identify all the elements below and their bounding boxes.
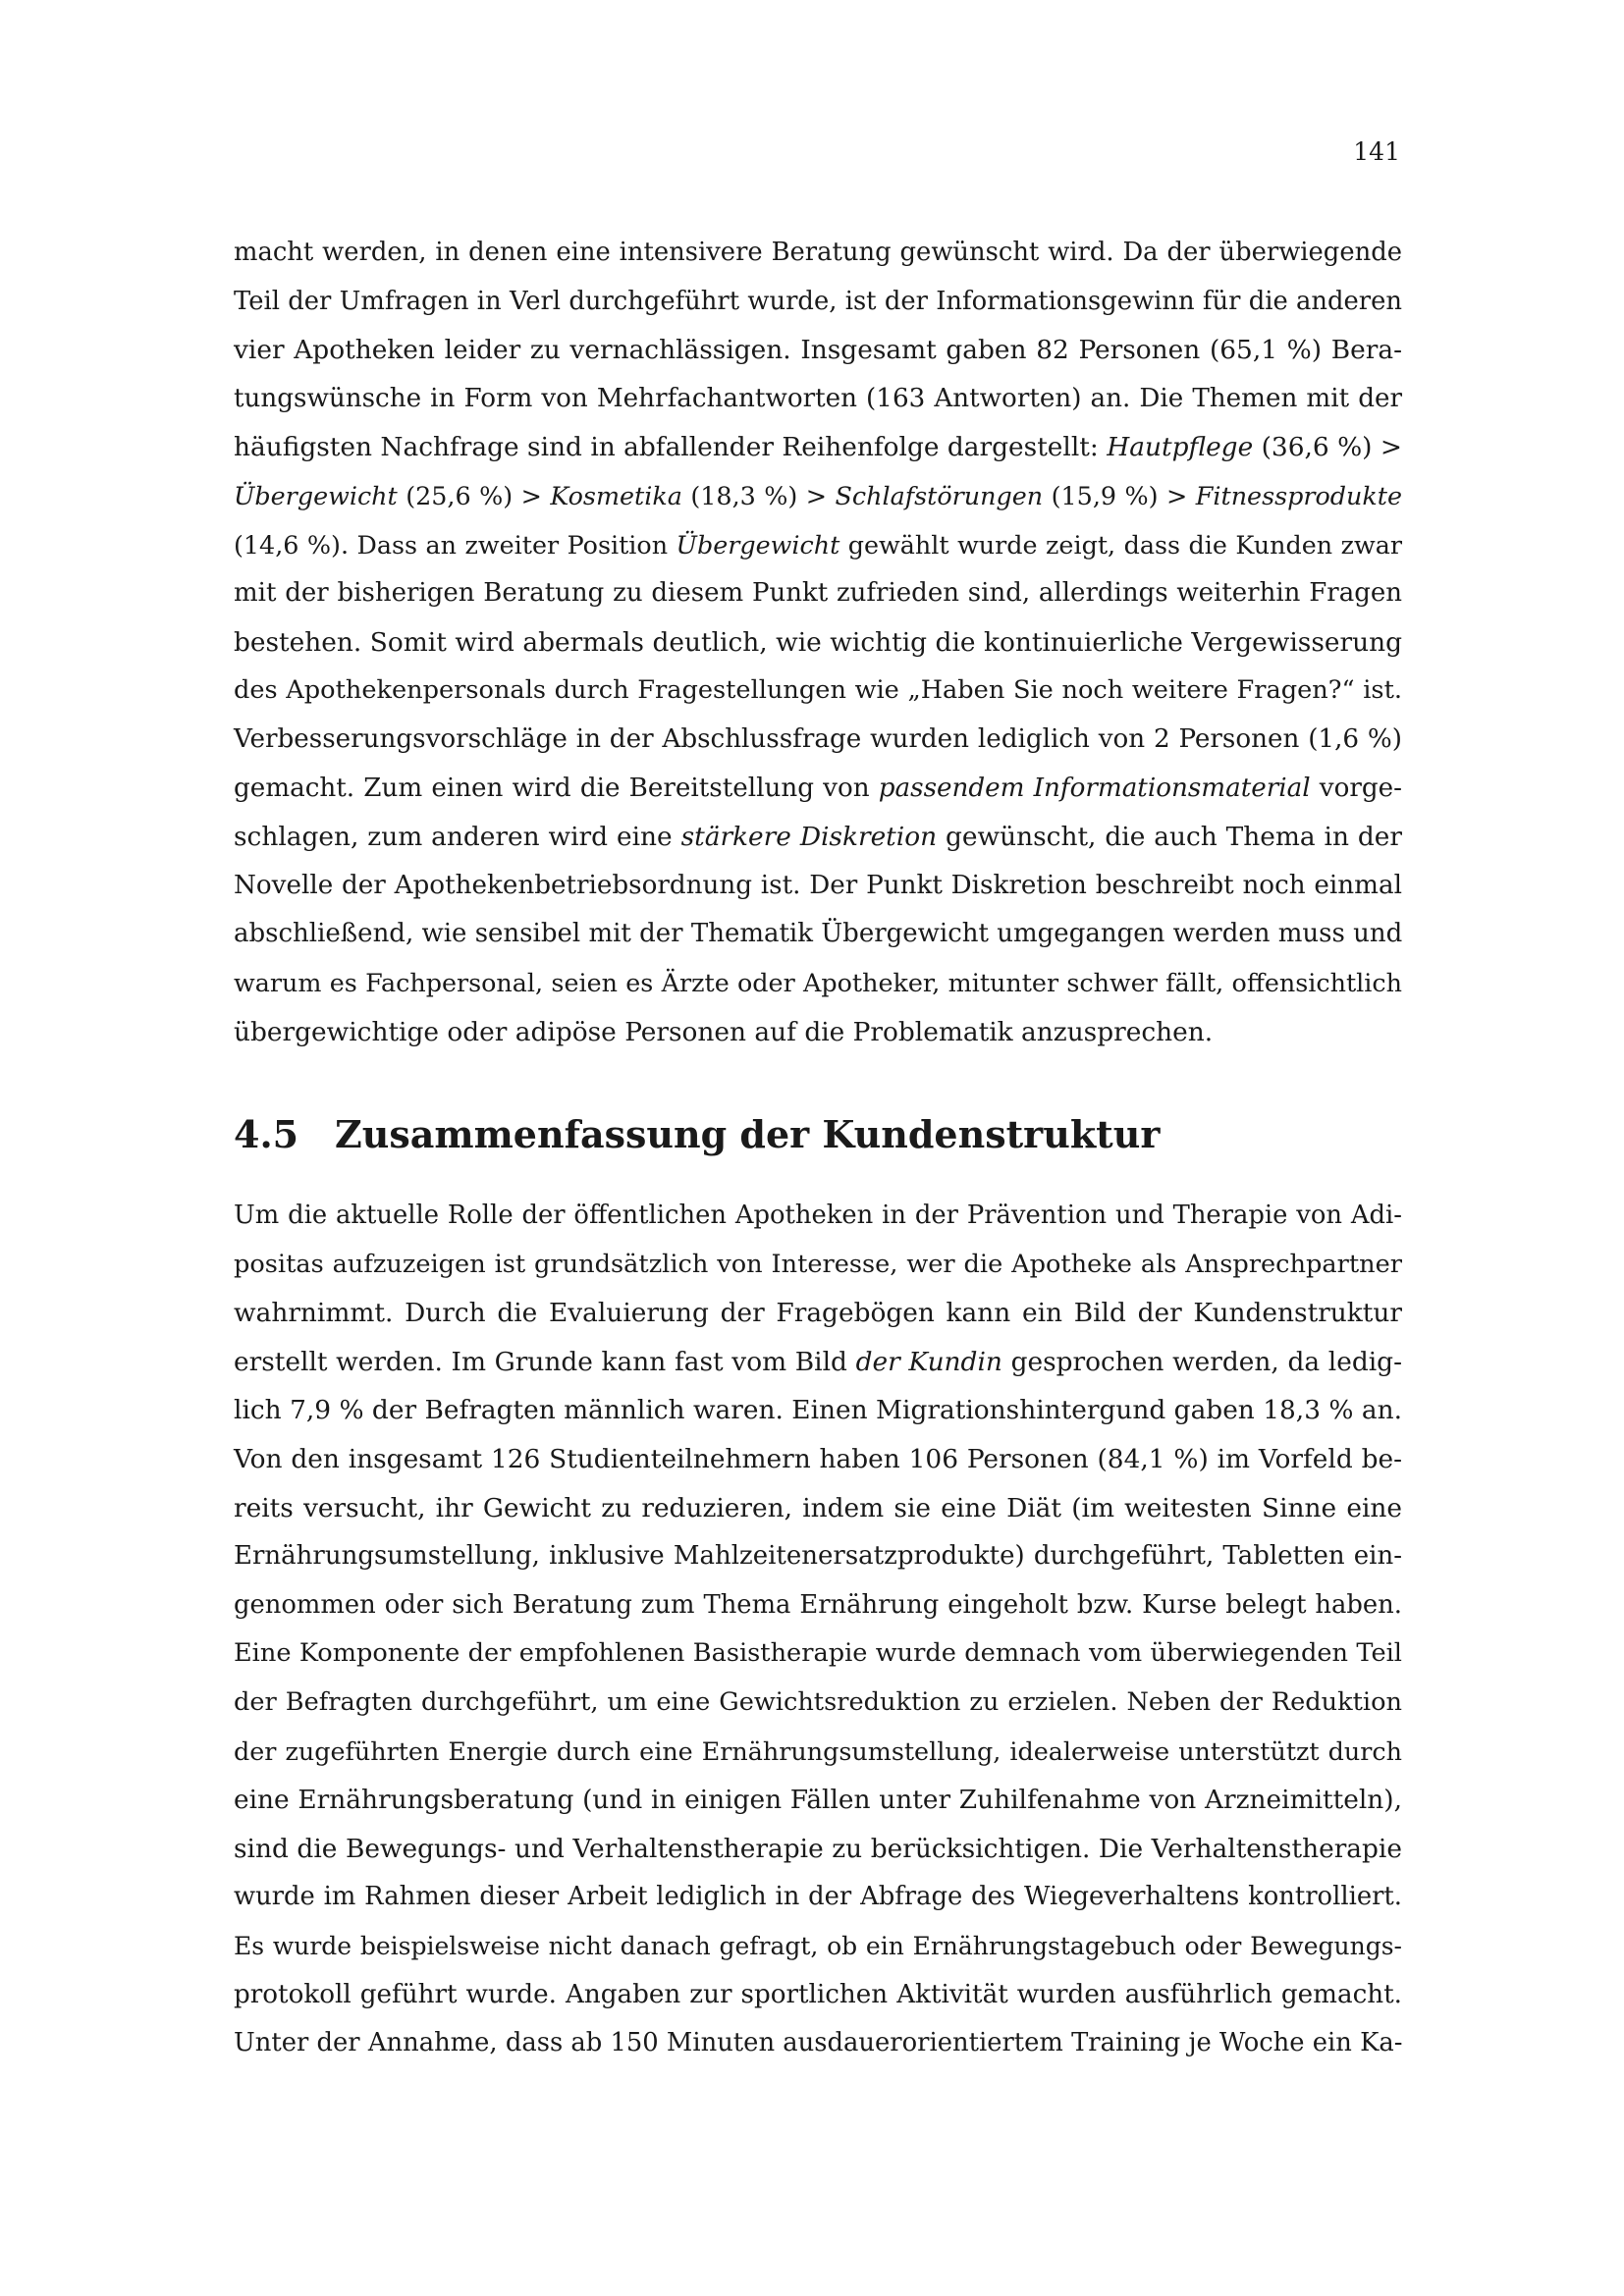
- italic-text: Fitnessprodukte: [1195, 480, 1403, 510]
- text-run: schlagen, zum anderen wird eine: [234, 822, 681, 853]
- italic-text: Kosmetika: [550, 480, 682, 510]
- text-run: mit der bisherigen Beratung zu diesem Punkt zufrieden sind, allerdings weiterhin Fragen: [234, 578, 1402, 609]
- section-title: Zusammenfassung der Kundenstruktur: [335, 1112, 1161, 1156]
- text-run: sind die Bewegungs- und Verhaltenstherapie zu berücksichtigen. Die Verhaltenstherapie: [234, 1833, 1402, 1864]
- text-line: [234, 1873, 1402, 1922]
- text-line: [234, 1192, 1402, 1241]
- text-run: Verbesserungsvorschläge in der Abschlussfrage wurden lediglich von 2 Personen (1,6 %): [234, 723, 1402, 754]
- text-run: Von den insgesamt 126 Studienteilnehmern haben 106 Personen (84,1 %) im Vorfeld be-: [234, 1443, 1402, 1474]
- text-line: [234, 1971, 1402, 2020]
- page-number: 141: [1353, 137, 1400, 166]
- text-line: [234, 1008, 1402, 1057]
- text-line: [234, 326, 1402, 375]
- text-run: Novelle der Apothekenbetriebsordnung ist. Der Punkt Diskretion beschreibt noch einmal: [234, 870, 1402, 900]
- italic-text: stärkere Diskretion: [680, 822, 938, 853]
- paragraph: [234, 229, 1402, 1056]
- text-run: übergewichtige oder adipöse Personen auf die Problematik anzusprechen.: [234, 1016, 1214, 1047]
- text-line: [234, 278, 1402, 327]
- text-line: [234, 1386, 1402, 1435]
- text-line: [234, 813, 1402, 862]
- text-run: Ernährungsumstellung, inklusive Mahlzeitenersatzprodukte) durchgeführt, Tabletten ein-: [234, 1541, 1402, 1572]
- text-run: des Apothekenpersonals durch Fragestellungen wie „Haben Sie noch weitere Fragen?“ ist.: [234, 675, 1402, 706]
- text-run: wurde im Rahmen dieser Arbeit lediglich in der Abfrage des Wiegeverhaltens kontrolliert.: [234, 1882, 1402, 1912]
- text-run: Eine Komponente der empfohlenen Basistherapie wurde demnach vom überwiegenden Teil: [234, 1638, 1402, 1669]
- text-line: [234, 375, 1402, 424]
- text-run: lich 7,9 % der Befragten männlich waren. Einen Migrationshintergund gaben 18,3 % an.: [234, 1395, 1402, 1426]
- text-run: abschließend, wie sensibel mit der Thematik Übergewicht umgegangen werden muss und: [234, 919, 1403, 949]
- text-line: [234, 959, 1402, 1008]
- text-run: Es wurde beispielsweise nicht danach gefragt, ob ein Ernährungstagebuch oder Bewegungs-: [234, 1931, 1402, 1960]
- text-run: genommen oder sich Beratung zum Thema Ernährung eingeholt bzw. Kurse belegt haben.: [234, 1589, 1402, 1620]
- text-line: [234, 1435, 1402, 1484]
- text-run: Unter der Annahme, dass ab 150 Minuten ausdauerorientiertem Training je Woche ein Ka-: [234, 2028, 1403, 2058]
- text-run: protokoll geführt wurde. Angaben zur sportlichen Aktivität wurden ausführlich gemacht.: [234, 1979, 1402, 2009]
- text-run: tungswünsche in Form von Mehrfachantworten (163 Antworten) an. Die Themen mit der: [234, 383, 1402, 413]
- text-line: [234, 521, 1402, 570]
- italic-text: Übergewicht: [676, 529, 840, 560]
- text-run: häufigsten Nachfrage sind in abfallender Reihenfolge dargestellt:: [234, 432, 1108, 463]
- text-run: der Befragten durchgeführt, um eine Gewichtsreduktion zu erzielen. Neben der Reduktion: [234, 1686, 1402, 1717]
- text-line: [234, 1825, 1402, 1874]
- text-run: reits versucht, ihr Gewicht zu reduzieren, indem sie eine Diät (im weitesten Sinne eine: [234, 1492, 1402, 1523]
- italic-text: der Kundin: [855, 1346, 1002, 1377]
- text-run: (36,6 %) >: [1253, 432, 1402, 463]
- text-line: [234, 472, 1402, 521]
- text-run: gewählt wurde zeigt, dass die Kunden zwar: [839, 529, 1402, 560]
- text-line: [234, 1728, 1402, 1777]
- text-line: [234, 765, 1402, 814]
- text-run: gewünscht, die auch Thema in der: [937, 822, 1402, 853]
- text-run: vier Apotheken leider zu vernachlässigen. Insgesamt gaben 82 Personen (65,1 %) Bera-: [234, 335, 1402, 366]
- text-run: der zugeführten Energie durch eine Ernährungsumstellung, idealerweise unterstützt durch: [234, 1735, 1402, 1766]
- text-line: [234, 716, 1402, 765]
- text-line: [234, 1776, 1402, 1825]
- text-run: vorge-: [1310, 773, 1403, 803]
- text-line: [234, 1289, 1402, 1338]
- text-line: [234, 2019, 1402, 2068]
- text-run: Teil der Umfragen in Verl durchgeführt wurde, ist der Informationsgewinn für die anderen: [234, 286, 1402, 316]
- italic-text: Schlafstörungen: [835, 480, 1044, 510]
- text-line: [234, 618, 1402, 667]
- text-line: [234, 1241, 1402, 1290]
- text-run: (25,6 %) >: [397, 480, 551, 510]
- section-number: 4.5: [234, 1112, 299, 1156]
- text-line: [234, 1679, 1402, 1728]
- text-run: gemacht. Zum einen wird die Bereitstellung von: [234, 773, 879, 803]
- italic-text: passendem Informationsmaterial: [878, 773, 1311, 803]
- text-run: warum es Fachpersonal, seien es Ärzte oder Apotheker, mitunter schwer fällt, offensichtlich: [234, 967, 1402, 997]
- text-line: [234, 229, 1402, 278]
- text-line: [234, 1338, 1402, 1387]
- italic-text: Übergewicht: [234, 480, 398, 510]
- text-line: [234, 569, 1402, 618]
- paragraph: [234, 1192, 1402, 2068]
- text-run: macht werden, in denen eine intensivere Beratung gewünscht wird. Da der überwiegende: [234, 238, 1402, 267]
- text-line: [234, 423, 1402, 472]
- text-run: (15,9 %) >: [1043, 480, 1196, 510]
- text-line: [234, 1532, 1402, 1581]
- text-line: [234, 1629, 1402, 1679]
- text-run: gesprochen werden, da ledig-: [1001, 1346, 1402, 1377]
- text-line: [234, 1581, 1402, 1630]
- text-line: [234, 1484, 1402, 1533]
- text-run: (18,3 %) >: [681, 480, 836, 510]
- text-run: positas aufzuzeigen ist grundsätzlich von Interesse, wer die Apotheke als Ansprechpartner: [234, 1249, 1402, 1279]
- text-run: bestehen. Somit wird abermals deutlich, wie wichtig die kontinuierliche Vergewisserung: [234, 626, 1402, 658]
- text-run: (14,6 %). Dass an zweiter Position: [234, 529, 677, 560]
- text-line: [234, 862, 1402, 911]
- text-line: [234, 667, 1402, 716]
- text-line: [234, 910, 1402, 959]
- text-run: eine Ernährungsberatung (und in einigen Fällen unter Zuhilfenahme von Arzneimitteln),: [234, 1785, 1402, 1816]
- section-heading: [234, 1107, 1402, 1162]
- text-run: Um die aktuelle Rolle der öffentlichen Apotheken in der Prävention und Therapie von Adi-: [234, 1201, 1402, 1230]
- text-run: erstellt werden. Im Grunde kann fast vom Bild: [234, 1346, 856, 1377]
- text-line: [234, 1922, 1402, 1971]
- text-run: wahrnimmt. Durch die Evaluierung der Fragebögen kann ein Bild der Kundenstruktur: [234, 1298, 1402, 1329]
- italic-text: Hautpflege: [1107, 432, 1254, 463]
